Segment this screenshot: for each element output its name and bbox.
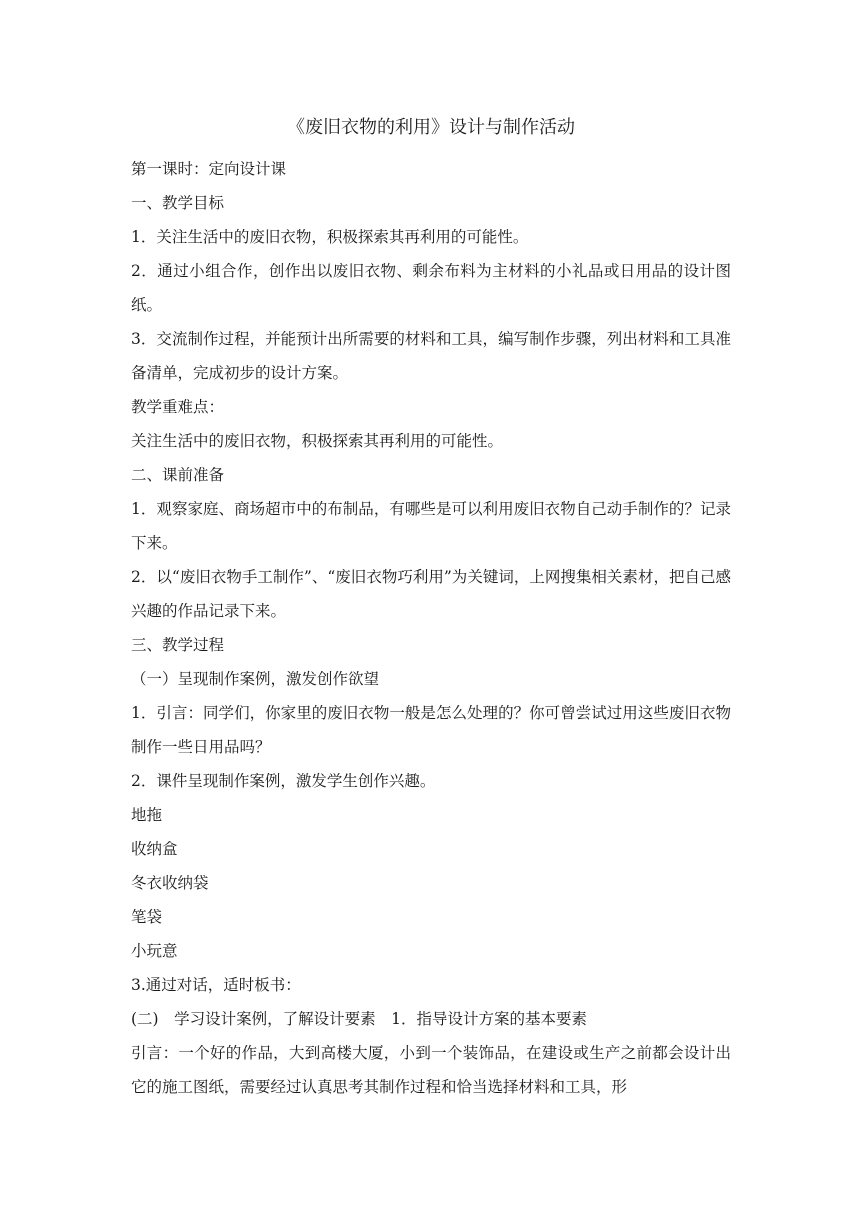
example-item-winter-bag: 冬衣收纳袋 bbox=[131, 874, 209, 892]
process-item-3: 3.通过对话，适时板书： bbox=[131, 976, 301, 994]
objective-item-3: 3．交流制作过程，并能预计出所需要的材料和工具，编写制作步骤，列出材料和工具准备清单，完成初步的设计方案。 bbox=[131, 330, 731, 382]
lesson-heading: 第一课时：定向设计课 bbox=[131, 160, 287, 178]
process-item-2: 2．课件呈现制作案例，激发学生创作兴趣。 bbox=[131, 772, 436, 790]
process-subheading-2: (二) 学习设计案例，了解设计要素 1．指导设计方案的基本要素 bbox=[131, 1010, 587, 1028]
example-item-toy: 小玩意 bbox=[131, 942, 178, 960]
document-page bbox=[131, 112, 731, 1104]
section-heading-objectives: 一、教学目标 bbox=[131, 194, 225, 212]
section-heading-process: 三、教学过程 bbox=[131, 636, 225, 654]
preparation-item-1: 1．观察家庭、商场超市中的布制品，有哪些是可以利用废旧衣物自己动手制作的？记录下来。 bbox=[131, 500, 731, 552]
objective-item-2: 2．通过小组合作，创作出以废旧衣物、剩余布料为主材料的小礼品或日用品的设计图纸。 bbox=[131, 262, 731, 314]
example-item-mop: 地拖 bbox=[131, 806, 163, 824]
process-subheading-1: （一）呈现制作案例，激发创作欲望 bbox=[131, 670, 380, 688]
key-points-text: 关注生活中的废旧衣物，积极探索其再利用的可能性。 bbox=[131, 432, 504, 450]
key-points-heading: 教学重难点： bbox=[131, 398, 225, 416]
section-heading-preparation: 二、课前准备 bbox=[131, 466, 225, 484]
process-item-1: 1．引言：同学们，你家里的废旧衣物一般是怎么处理的？你可曾尝试过用这些废旧衣物制作一些日用品吗？ bbox=[131, 704, 731, 756]
intro-paragraph: 引言：一个好的作品，大到高楼大厦，小到一个装饰品，在建设或生产之前都会设计出它的施工图纸，需要经过认真思考其制作过程和恰当选择材料和工具，形 bbox=[131, 1044, 731, 1096]
example-item-storage-box: 收纳盒 bbox=[131, 840, 178, 858]
document-title: 《废旧衣物的利用》设计与制作活动 bbox=[287, 117, 575, 138]
preparation-item-2: 2．以“废旧衣物手工制作”、“废旧衣物巧利用”为关键词，上网搜集相关素材，把自己感兴趣的作品记录下来。 bbox=[131, 568, 731, 620]
objective-item-1: 1．关注生活中的废旧衣物，积极探索其再利用的可能性。 bbox=[131, 228, 529, 246]
example-item-pencil-bag: 笔袋 bbox=[131, 908, 163, 926]
